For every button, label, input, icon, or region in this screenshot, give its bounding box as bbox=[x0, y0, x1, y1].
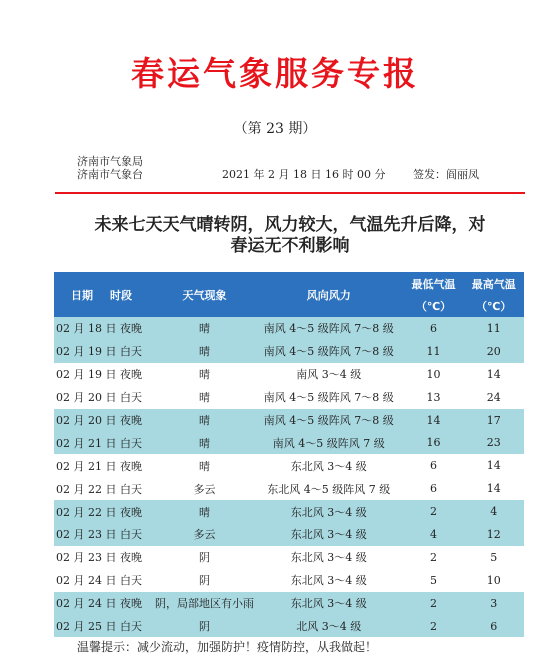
headline-line-2: 春运无不利影响 bbox=[230, 236, 350, 256]
cell-period: 白天 bbox=[119, 482, 142, 496]
cell-min-temp: 6 bbox=[430, 482, 437, 496]
cell-weather: 晴 bbox=[199, 459, 211, 473]
cell-min-temp: 10 bbox=[426, 367, 441, 381]
cell-max-temp: 23 bbox=[486, 436, 501, 450]
cell-max-temp: 3 bbox=[490, 596, 498, 610]
cell-date: 02 月 22 日 bbox=[56, 482, 117, 496]
table-row bbox=[54, 431, 524, 454]
cell-date: 02 月 21 日 bbox=[56, 459, 117, 473]
cell-min-temp: 2 bbox=[430, 550, 437, 564]
header-divider bbox=[55, 192, 525, 194]
date-period-cell bbox=[54, 546, 155, 569]
cell-date: 02 月 20 日 bbox=[56, 414, 117, 427]
cell-min-temp: 14 bbox=[426, 413, 441, 427]
header-min-temp-unit: （℃） bbox=[415, 299, 452, 313]
cell-period: 夜晚 bbox=[119, 414, 142, 427]
cell-period: 夜晚 bbox=[119, 597, 142, 611]
header-period: 时段 bbox=[110, 288, 133, 302]
cell-period: 夜晚 bbox=[119, 322, 142, 336]
cell-min-temp: 6 bbox=[430, 459, 437, 473]
cell-weather: 阴 bbox=[199, 574, 211, 588]
date-period-cell bbox=[54, 615, 155, 638]
cell-period: 白天 bbox=[119, 345, 142, 359]
table-row bbox=[54, 409, 524, 432]
cell-period: 夜晚 bbox=[119, 505, 142, 519]
cell-wind: 南风 4～5 级阵风 7 级 bbox=[272, 436, 385, 450]
reminder-tip: 温馨提示：减少流动，加强防护！疫情防控，从我做起！ bbox=[77, 640, 378, 654]
cell-wind: 南风 4～5 级阵风 7～8 级 bbox=[263, 391, 394, 405]
cell-wind: 东北风 3～4 级 bbox=[290, 574, 367, 588]
cell-max-temp: 17 bbox=[486, 413, 501, 427]
header-weather: 天气现象 bbox=[182, 288, 227, 302]
table-row bbox=[54, 386, 524, 409]
cell-min-temp: 2 bbox=[430, 596, 437, 610]
cell-min-temp: 13 bbox=[426, 390, 441, 404]
cell-max-temp: 14 bbox=[486, 459, 501, 473]
cell-weather: 多云 bbox=[193, 528, 216, 542]
date-period-cell bbox=[54, 569, 155, 592]
header-max-temp-unit: （℃） bbox=[476, 299, 512, 313]
header-min-temp bbox=[404, 272, 464, 317]
cell-period: 白天 bbox=[119, 391, 142, 405]
date-period-cell bbox=[54, 363, 155, 386]
cell-min-temp: 11 bbox=[426, 344, 441, 358]
cell-max-temp: 6 bbox=[490, 619, 498, 633]
headline-line-1: 未来七天天气晴转阴，风力较大，气温先升后降，对 bbox=[94, 215, 486, 235]
agency-observatory: 济南市气象台 bbox=[77, 168, 143, 181]
date-period-cell bbox=[54, 317, 155, 340]
header-date: 日期 bbox=[71, 288, 93, 302]
date-period-cell bbox=[54, 477, 155, 500]
cell-period: 夜晚 bbox=[119, 459, 142, 473]
issue-datetime: 2021 年 2 月 18 日 16 时 00 分 bbox=[222, 168, 386, 181]
cell-min-temp: 5 bbox=[430, 573, 437, 587]
cell-min-temp: 4 bbox=[430, 527, 437, 541]
cell-weather: 晴 bbox=[199, 391, 211, 405]
cell-period: 白天 bbox=[119, 574, 142, 588]
date-period-cell bbox=[54, 386, 155, 409]
cell-date: 02 月 25 日 bbox=[56, 620, 117, 634]
cell-weather: 晴 bbox=[199, 505, 211, 519]
cell-date: 02 月 19 日 bbox=[56, 368, 117, 382]
cell-max-temp: 14 bbox=[486, 482, 501, 496]
cell-weather: 阴，局部地区有小雨 bbox=[155, 597, 255, 611]
table-row bbox=[54, 615, 524, 638]
cell-max-temp: 20 bbox=[486, 344, 501, 358]
date-period-cell bbox=[54, 340, 155, 363]
cell-max-temp: 10 bbox=[486, 573, 501, 587]
cell-weather: 阴 bbox=[199, 551, 211, 565]
cell-date: 02 月 23 日 bbox=[56, 528, 117, 542]
cell-min-temp: 6 bbox=[430, 321, 437, 335]
cell-date: 02 月 20 日 bbox=[56, 391, 117, 405]
cell-wind: 北风 3～4 级 bbox=[296, 620, 362, 634]
cell-period: 白天 bbox=[119, 528, 142, 542]
cell-date: 02 月 23 日 bbox=[56, 551, 117, 565]
cell-max-temp: 11 bbox=[486, 321, 501, 335]
table-row bbox=[54, 569, 524, 592]
cell-max-temp: 4 bbox=[490, 505, 498, 519]
cell-max-temp: 24 bbox=[486, 390, 501, 404]
table-row bbox=[54, 363, 524, 386]
date-period-cell bbox=[54, 500, 155, 523]
cell-wind: 东北风 3～4 级 bbox=[290, 551, 367, 565]
header-max-temp bbox=[463, 272, 524, 317]
table-row bbox=[54, 592, 524, 615]
cell-date: 02 月 24 日 bbox=[56, 574, 117, 588]
agency-bureau: 济南市气象局 bbox=[77, 155, 143, 168]
headline bbox=[55, 215, 525, 257]
table-row bbox=[54, 546, 524, 569]
cell-min-temp: 2 bbox=[430, 505, 437, 519]
cell-min-temp: 16 bbox=[426, 436, 441, 450]
issue-number: （第 23 期） bbox=[233, 121, 317, 137]
table-row bbox=[54, 317, 524, 340]
signer: 签发：阎丽凤 bbox=[413, 168, 479, 181]
date-period-cell bbox=[54, 409, 155, 432]
cell-date: 02 月 19 日 bbox=[56, 345, 117, 359]
date-period-cell bbox=[54, 454, 155, 477]
header-wind: 风向风力 bbox=[306, 288, 351, 302]
cell-date: 02 月 22 日 bbox=[56, 505, 117, 519]
report-title: 春运气象服务专报 bbox=[131, 54, 419, 93]
forecast-table bbox=[54, 272, 524, 637]
cell-weather: 晴 bbox=[199, 345, 211, 359]
cell-weather: 晴 bbox=[199, 436, 211, 450]
cell-date: 02 月 21 日 bbox=[56, 436, 117, 450]
cell-weather: 晴 bbox=[199, 368, 211, 382]
cell-wind: 东北风 3～4 级 bbox=[290, 597, 367, 611]
cell-period: 白天 bbox=[119, 620, 142, 634]
cell-wind: 东北风 3～4 级 bbox=[290, 505, 367, 519]
cell-wind: 南风 4～5 级阵风 7～8 级 bbox=[263, 414, 394, 427]
cell-wind: 东北风 4～5 级阵风 7 级 bbox=[267, 482, 391, 496]
table-row bbox=[54, 454, 524, 477]
table-body bbox=[54, 317, 524, 637]
header-min-temp-label: 最低气温 bbox=[411, 277, 456, 291]
table-row bbox=[54, 477, 524, 500]
cell-period: 夜晚 bbox=[119, 368, 142, 382]
cell-wind: 东北风 3～4 级 bbox=[290, 459, 367, 473]
cell-date: 02 月 18 日 bbox=[56, 322, 117, 336]
cell-max-temp: 12 bbox=[486, 527, 501, 541]
cell-min-temp: 2 bbox=[430, 619, 437, 633]
date-period-cell bbox=[54, 523, 155, 546]
header-max-temp-label: 最高气温 bbox=[471, 277, 516, 291]
cell-date: 02 月 24 日 bbox=[56, 597, 117, 611]
table-row bbox=[54, 500, 524, 523]
cell-period: 夜晚 bbox=[119, 551, 142, 565]
cell-period: 白天 bbox=[119, 436, 142, 450]
cell-wind: 东北风 3～4 级 bbox=[290, 528, 367, 542]
cell-weather: 晴 bbox=[199, 322, 211, 336]
date-period-cell bbox=[54, 431, 155, 454]
cell-wind: 南风 3～4 级 bbox=[296, 368, 362, 382]
cell-weather: 晴 bbox=[199, 414, 211, 427]
table-row bbox=[54, 523, 524, 546]
table-row bbox=[54, 340, 524, 363]
cell-wind: 南风 4～5 级阵风 7～8 级 bbox=[263, 322, 394, 336]
table-header-row bbox=[54, 272, 524, 317]
cell-weather: 多云 bbox=[193, 482, 216, 496]
date-period-cell bbox=[54, 592, 155, 615]
cell-weather: 阴 bbox=[199, 620, 211, 634]
cell-max-temp: 14 bbox=[486, 367, 501, 381]
cell-wind: 南风 4～5 级阵风 7～8 级 bbox=[263, 345, 394, 359]
cell-max-temp: 5 bbox=[490, 550, 498, 564]
